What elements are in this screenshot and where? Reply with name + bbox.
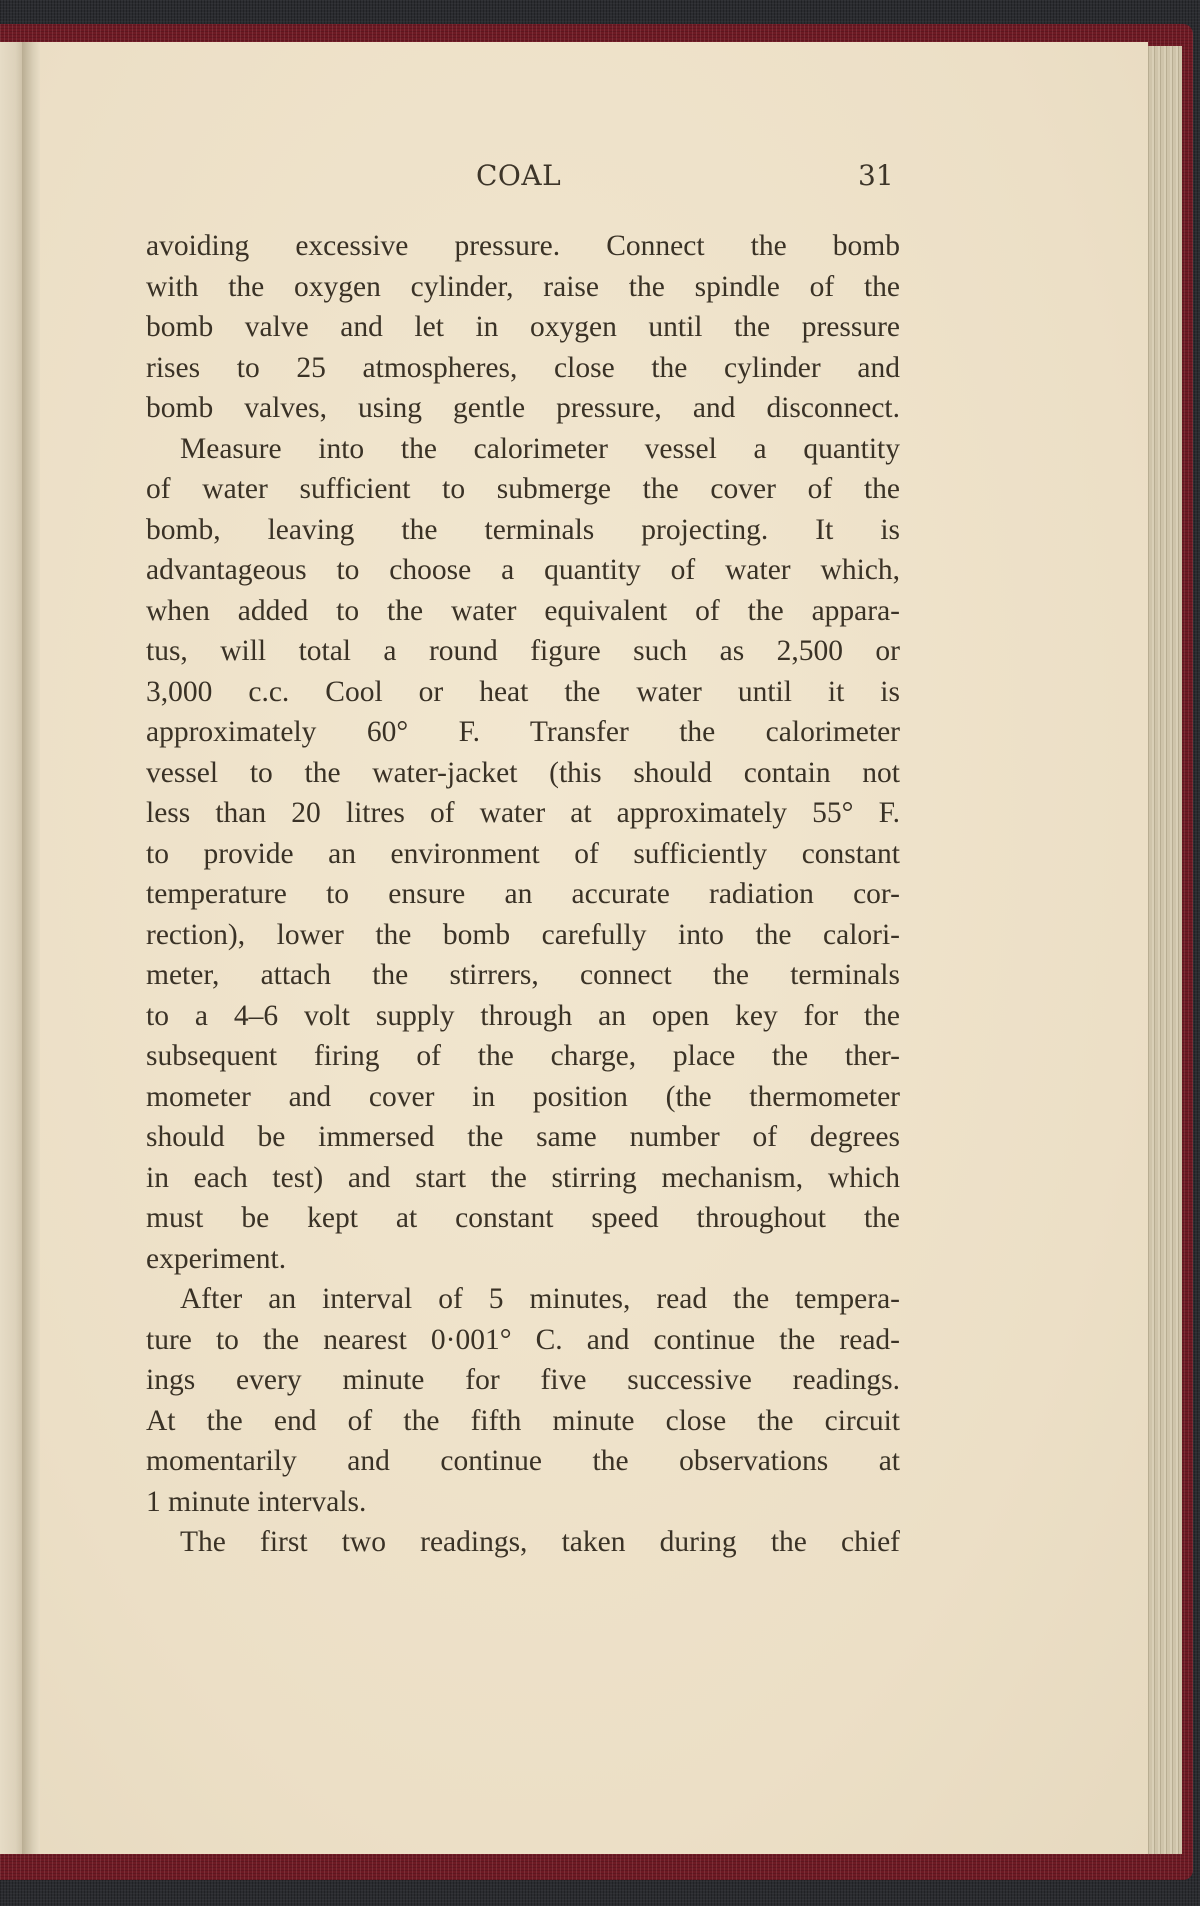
text-line: meter, attach the stirrers, connect the terminals [146, 959, 900, 991]
left-page-edge [0, 42, 22, 1854]
body-text [146, 226, 900, 1563]
page-stack-edge [1146, 46, 1182, 1854]
text-line: less than 20 litres of water at approximately 55° F. [146, 797, 900, 829]
text-line: to a 4–6 volt supply through an open key for the [146, 999, 900, 1032]
text-line: ture to the nearest 0·001° C. and continue the read- [146, 1323, 900, 1356]
text-line: in each test) and start the stirring mechanism, which [146, 1161, 900, 1194]
text-line: ings every minute for five successive readings. [146, 1364, 900, 1396]
text-line: approximately 60° F. Transfer the calorimeter [146, 716, 900, 748]
text-line: The first two readings, taken during the chief [180, 1526, 900, 1558]
text-line: to provide an environment of sufficiently constant [146, 837, 900, 870]
text-line: rises to 25 atmospheres, close the cylinder and [146, 351, 900, 384]
text-line: vessel to the water-jacket (this should contain not [146, 756, 900, 789]
text-line: At the end of the fifth minute close the circuit [146, 1404, 900, 1437]
text-line: with the oxygen cylinder, raise the spindle of the [146, 270, 900, 303]
text-line: tus, will total a round figure such as 2,500 or [146, 635, 900, 667]
running-head [0, 155, 1200, 195]
running-head-title: COAL [476, 159, 562, 192]
text-line: 1 minute intervals. [146, 1485, 367, 1518]
text-line: Measure into the calorimeter vessel a quantity [180, 432, 900, 465]
text-line: of water sufficient to submerge the cover of the [146, 473, 900, 505]
text-line: bomb, leaving the terminals projecting. It is [146, 513, 900, 546]
text-line: momentarily and continue the observations at [146, 1445, 900, 1477]
text-line: rection), lower the bomb carefully into the calori- [146, 918, 900, 951]
text-line: must be kept at constant speed throughout the [146, 1202, 900, 1234]
text-line: experiment. [146, 1242, 287, 1275]
text-line: bomb valve and let in oxygen until the pressure [146, 311, 900, 343]
text-line: should be immersed the same number of degrees [146, 1121, 900, 1153]
text-line: 3,000 c.c. Cool or heat the water until it is [146, 675, 900, 708]
text-line: After an interval of 5 minutes, read the tempera- [180, 1283, 900, 1315]
text-line: bomb valves, using gentle pressure, and disconnect. [146, 392, 900, 424]
text-line: when added to the water equivalent of the appara- [146, 594, 900, 627]
text-line: advantageous to choose a quantity of water which, [146, 554, 900, 586]
text-line: subsequent firing of the charge, place the ther- [146, 1040, 900, 1072]
gutter-shadow [22, 42, 40, 1854]
text-line: temperature to ensure an accurate radiation cor- [146, 878, 900, 910]
text-line: mometer and cover in position (the thermometer [146, 1080, 900, 1113]
page-number: 31 [858, 159, 894, 192]
text-line: avoiding excessive pressure. Connect the bomb [146, 230, 900, 262]
